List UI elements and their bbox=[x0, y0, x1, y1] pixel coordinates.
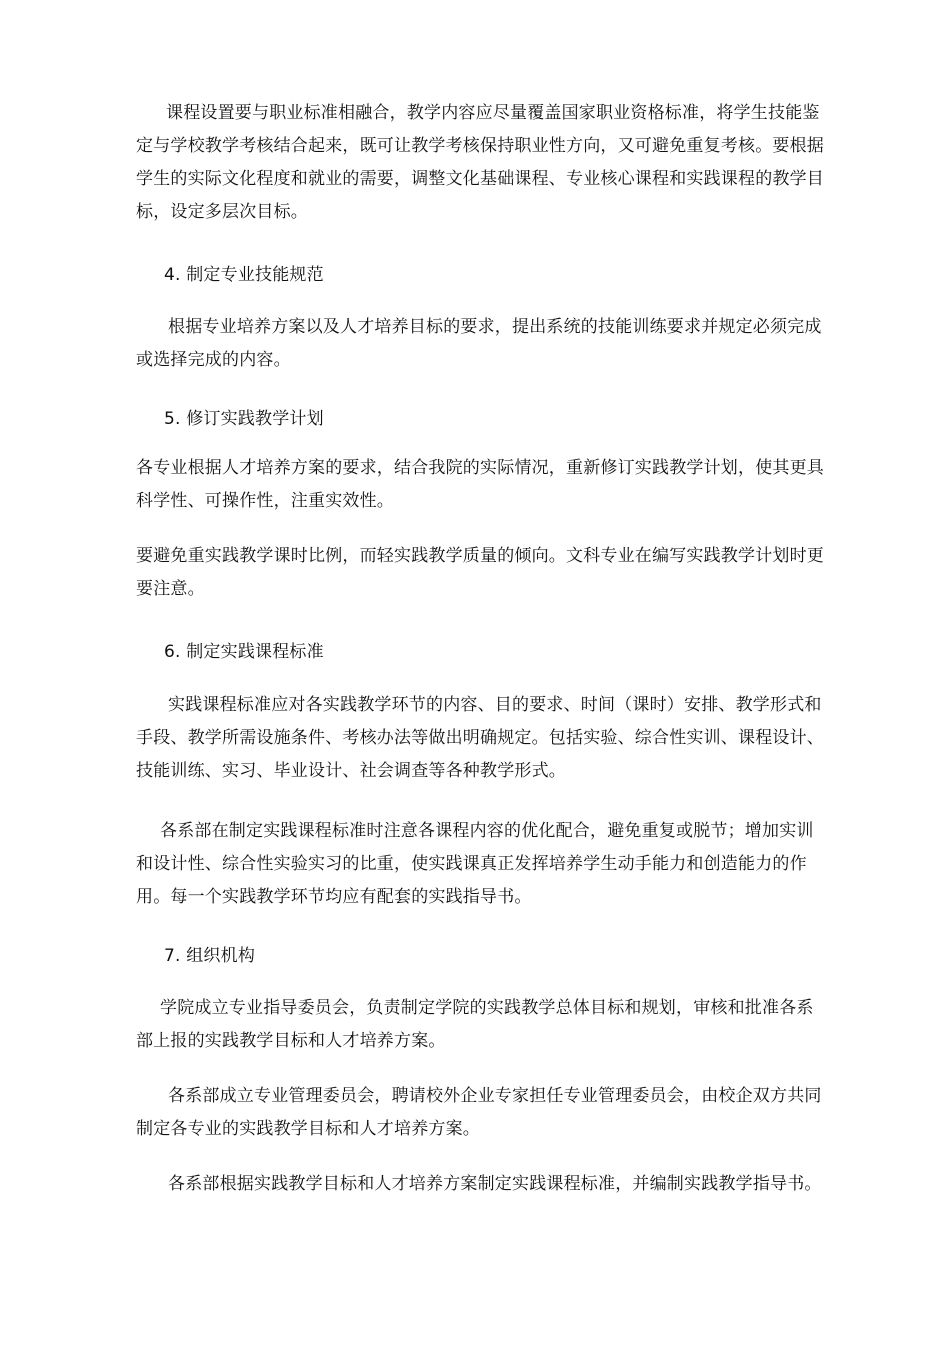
heading-organization: 7. 组织机构 bbox=[164, 946, 256, 966]
heading-course-standards: 6. 制定实践课程标准 bbox=[164, 642, 324, 662]
paragraph-practice-plan: 各专业根据人才培养方案的要求，结合我院的实际情况，重新修订实践教学计划，使其更具科学性、可操作性，注重实效性。 bbox=[136, 458, 824, 511]
paragraph-course-standards: 实践课程标准应对各实践教学环节的内容、目的要求、时间（课时）安排、教学形式和手段、教学所需设施条件、考核办法等做出明确规定。包括实验、综合性实训、课程设计、技能训练、实习、毕业设计、社会调查等各种教学形式。 bbox=[136, 695, 824, 781]
paragraph-management-committee: 各系部成立专业管理委员会，聘请校外企业专家担任专业管理委员会，由校企双方共同制定各专业的实践教学目标和人才培养方案。 bbox=[136, 1086, 822, 1139]
paragraph-guide-books: 各系部根据实践教学目标和人才培养方案制定实践课程标准，并编制实践教学指导书。 bbox=[168, 1174, 822, 1194]
paragraph-curriculum-standards: 课程设置要与职业标准相融合，教学内容应尽量覆盖国家职业资格标准，将学生技能鉴定与学校教学考核结合起来，既可让教学考核保持职业性方向，又可避免重复考核。要根据学生的实际文化程度和就业的需要，调整文化基础课程、专业核心课程和实践课程的教学目标，设定多层次目标。 bbox=[136, 103, 824, 222]
paragraph-practice-quality: 要避免重实践教学课时比例，而轻实践教学质量的倾向。文科专业在编写实践教学计划时更要注意。 bbox=[136, 546, 824, 599]
paragraph-skill-norms: 根据专业培养方案以及人才培养目标的要求，提出系统的技能训练要求并规定必须完成或选择完成的内容。 bbox=[136, 317, 822, 370]
paragraph-content-optimization: 各系部在制定实践课程标准时注意各课程内容的优化配合，避免重复或脱节；增加实训和设计性、综合性实验实习的比重，使实践课真正发挥培养学生动手能力和创造能力的作用。每一个实践教学环节均应有配套的实践指导书。 bbox=[136, 821, 814, 907]
heading-skill-norms: 4. 制定专业技能规范 bbox=[164, 265, 324, 285]
heading-practice-plan: 5. 修订实践教学计划 bbox=[164, 409, 324, 429]
paragraph-guidance-committee: 学院成立专业指导委员会，负责制定学院的实践教学总体目标和规划，审核和批准各系部上报的实践教学目标和人才培养方案。 bbox=[136, 998, 814, 1051]
